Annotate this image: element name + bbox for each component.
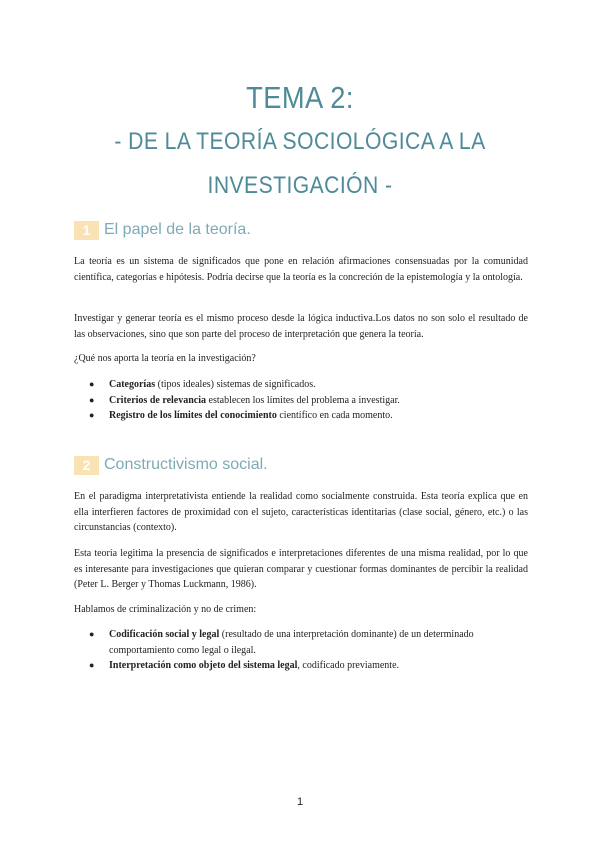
list-item	[74, 393, 528, 409]
section-heading-text: Constructivismo social.	[104, 456, 268, 473]
list-item	[74, 658, 528, 674]
bullet-list	[74, 377, 528, 424]
section-heading-1	[74, 220, 251, 240]
doc-title-line3: INVESTIGACIÓN -	[207, 172, 393, 199]
section-heading-2	[74, 455, 268, 475]
list-item-text: (tipos ideales) sistemas de significados.	[155, 379, 316, 390]
list-item-bold: Categorías	[109, 379, 156, 390]
list-item-text: científico en cada momento.	[276, 410, 393, 421]
paragraph: Esta teoría legitima la presencia de significados e interpretaciones diferentes de una misma realidad, por lo que es interesante para investigaciones que quieran comparar y cuestionar formas dominantes de percibir la realidad (Peter L. Berger y Thomas Luckmann, 1986).	[74, 548, 528, 590]
section-number-badge: 2	[74, 456, 99, 475]
section-heading-text: El papel de la teoría.	[104, 221, 251, 238]
list-item	[74, 377, 528, 393]
list-item-text: , codificado previamente.	[297, 660, 400, 671]
paragraph: La teoría es un sistema de significados que pone en relación afirmaciones consensuadas por la comunidad científica, categorías e hipótesis. Podría decirse que la teoría es la concreción de la epistemología y la ontología.	[74, 256, 528, 283]
bullet-icon: ●	[89, 410, 95, 420]
section-number-badge: 1	[74, 221, 99, 240]
paragraph: Hablamos de criminalización y no de crimen:	[74, 604, 257, 615]
doc-title-line1: TEMA 2:	[246, 80, 354, 115]
page-number: 1	[296, 796, 304, 808]
list-item-text: establecen los límites del problema a investigar.	[206, 394, 400, 406]
list-item-bold: Codificación social y legal	[109, 629, 220, 640]
paragraph: ¿Qué nos aporta la teoría en la investigación?	[74, 353, 256, 364]
list-item-bold: Criterios de relevancia	[109, 394, 207, 406]
paragraph: En el paradigma interpretativista entiende la realidad como socialmente construida. Esta teoría explica que en ella interfieren factores de proximidad con el sujeto, características identitarias (clase social, género, etc.) o las circunstancias (contexto).	[74, 491, 528, 533]
list-item-bold: Interpretación como objeto del sistema legal	[109, 660, 298, 671]
bullet-icon: ●	[89, 394, 95, 405]
bullet-icon: ●	[89, 379, 95, 389]
paragraph: Investigar y generar teoría es el mismo proceso desde la lógica inductiva.Los datos no son solo el resultado de las observaciones, sino que son parte del proceso de interpretación que genera la teoría.	[74, 313, 528, 340]
list-item-text: (resultado de una interpretación dominante) de un determinado comportamiento como legal o ilegal.	[109, 629, 474, 656]
doc-title-line2: - DE LA TEORÍA SOCIOLÓGICA A LA	[114, 128, 486, 155]
list-item	[74, 408, 528, 424]
list-item-bold: Registro de los límites del conocimiento	[109, 410, 277, 421]
bullet-icon: ●	[89, 629, 95, 639]
bullet-list	[74, 627, 528, 674]
list-item	[74, 627, 528, 658]
bullet-icon: ●	[89, 660, 95, 670]
